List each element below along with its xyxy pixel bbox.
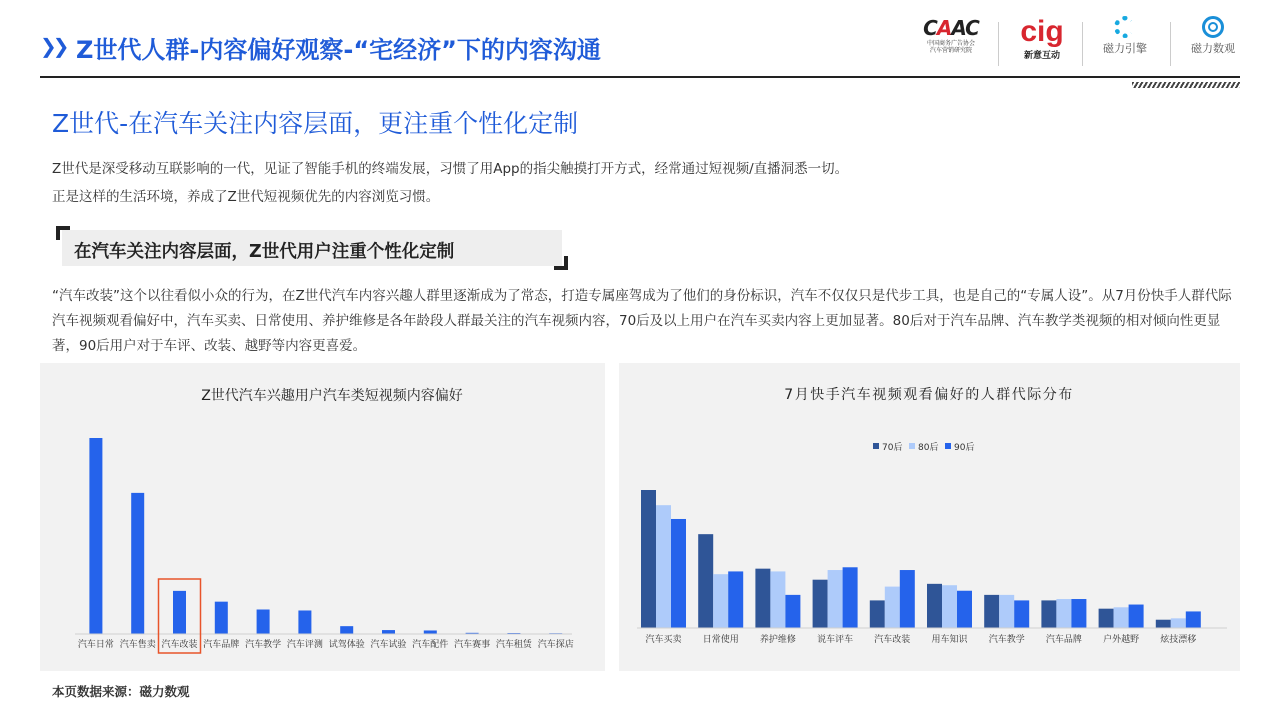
x-tick-label: 试驾体验 (328, 640, 365, 650)
bar (1129, 605, 1144, 628)
legend-swatch (945, 443, 951, 449)
bar (382, 630, 395, 634)
intro-line: 正是这样的生活环境，养成了Z世代短视频优先的内容浏览习惯。 (52, 189, 440, 205)
legend-swatch (873, 443, 879, 449)
bar (927, 584, 942, 628)
x-tick-label: 汽车品牌 (1045, 635, 1082, 645)
x-tick-label: 用车知识 (931, 635, 968, 645)
bar (1014, 600, 1029, 628)
bar (900, 570, 915, 628)
analysis-paragraph: “汽车改装”这个以往看似小众的行为，在Z世代汽车内容兴趣人群里逐渐成为了常态，打造专属座驾成为了他们的身份标识，汽车不仅仅只是代步工具，也是自己的“专属人设”。从7月份快手人群代际汽车视频观看偏好中，汽车买卖、日常使用、养护维修是各年龄段人群最关注的汽车视频内容，70后及以上用户在汽车买卖内容上更加显著。80后对于汽车品牌、汽车教学类视频的相对倾向性更显著，90后用户对于车评、改装、越野等内容更喜爱。 (52, 288, 1232, 354)
callout-title: 在汽车关注内容层面，Z世代用户注重个性化定制 (74, 242, 455, 262)
x-tick-label: 汽车租赁 (495, 640, 532, 650)
bar (785, 595, 800, 628)
page-title: Z世代人群-内容偏好观察-“宅经济”下的内容沟通 (76, 36, 601, 64)
bracket-corner (56, 226, 70, 240)
cili-shuguan-icon (1202, 16, 1224, 38)
x-tick-label: 汽车教学 (988, 635, 1025, 645)
bar (1114, 607, 1129, 628)
section-heading: Z世代-在汽车关注内容层面，更注重个性化定制 (52, 109, 579, 138)
bar (215, 602, 228, 634)
x-tick-label: 炫技漂移 (1160, 635, 1197, 645)
bar (1171, 618, 1186, 628)
bar (641, 490, 656, 628)
x-tick-label: 日常使用 (702, 635, 739, 645)
bar (770, 571, 785, 628)
bar (89, 438, 102, 634)
callout-title-box (56, 226, 568, 270)
bar (1156, 620, 1171, 628)
logo-divider (998, 22, 999, 66)
bar (1071, 599, 1086, 628)
cili-engine-logo: 磁力引擎 (1094, 16, 1156, 56)
x-tick-label: 户外越野 (1103, 635, 1140, 645)
logo-divider (1170, 22, 1171, 66)
bar (755, 569, 770, 628)
bar (424, 630, 437, 634)
x-tick-label: 汽车试验 (370, 640, 407, 650)
cili-shuguan-logo: 磁力数观 (1182, 16, 1244, 56)
chart-panel-left (40, 363, 605, 671)
bar (957, 591, 972, 628)
bar (298, 610, 311, 634)
chart-title: Z世代汽车兴趣用户汽车类短视频内容偏好 (201, 388, 463, 404)
bar (885, 587, 900, 628)
bracket-corner (554, 256, 568, 270)
logo-divider (1082, 22, 1083, 66)
x-tick-label: 汽车探店 (537, 640, 574, 650)
bar (340, 626, 353, 634)
x-tick-label: 汽车买卖 (645, 635, 682, 645)
x-tick-label: 汽车评测 (286, 640, 323, 650)
bar (1041, 600, 1056, 628)
x-tick-label: 说车评车 (817, 635, 854, 645)
generation-distribution-chart (619, 363, 1240, 671)
x-tick-label: 汽车教学 (245, 640, 282, 650)
double-chevron-icon: ❯❯ (40, 34, 66, 58)
bar (173, 591, 186, 634)
x-tick-label: 汽车售卖 (119, 640, 156, 650)
bar (257, 610, 270, 635)
x-tick-label: 汽车日常 (77, 640, 114, 650)
legend-swatch (909, 443, 915, 449)
intro-line: Z世代是深受移动互联影响的一代，见证了智能手机的终端发展，习惯了用App的指尖触摸打开方式，经常通过短视频/直播洞悉一切。 (52, 161, 849, 177)
bar (843, 567, 858, 628)
x-tick-label: 养护维修 (759, 635, 796, 645)
x-tick-label: 汽车改装 (161, 640, 198, 650)
x-tick-label: 汽车品牌 (203, 640, 240, 650)
bar (942, 585, 957, 628)
caac-logo: CAAC 中国商务广告协会 汽车营销研究院 (923, 16, 979, 54)
bar (870, 600, 885, 628)
bar (671, 519, 686, 628)
legend-label: 70后 (882, 443, 903, 453)
header (0, 0, 1280, 78)
content-preference-chart (40, 363, 605, 671)
bar (656, 505, 671, 628)
bar (1186, 611, 1201, 628)
bar (698, 534, 713, 628)
data-source-note: 本页数据来源：磁力数观 (52, 684, 190, 699)
header-divider (40, 76, 1240, 78)
x-tick-label: 汽车配件 (412, 640, 449, 650)
legend-label: 80后 (918, 443, 939, 453)
bar (999, 595, 1014, 628)
cili-engine-icon (1114, 16, 1136, 38)
bar (1056, 599, 1071, 628)
legend-label: 90后 (954, 443, 975, 453)
bar (828, 570, 843, 628)
chart-title: 7月快手汽车视频观看偏好的人群代际分布 (784, 387, 1074, 403)
bar (984, 595, 999, 628)
x-tick-label: 汽车赛事 (454, 640, 491, 650)
bar (728, 571, 743, 628)
bar (813, 580, 828, 628)
bar (713, 574, 728, 628)
bar (1099, 609, 1114, 628)
bar (131, 493, 144, 634)
chart-panel-right (619, 363, 1240, 671)
x-tick-label: 汽车改装 (874, 635, 911, 645)
hatch-decoration (1132, 82, 1240, 88)
cig-logo: cig 新意互动 (1020, 15, 1064, 61)
